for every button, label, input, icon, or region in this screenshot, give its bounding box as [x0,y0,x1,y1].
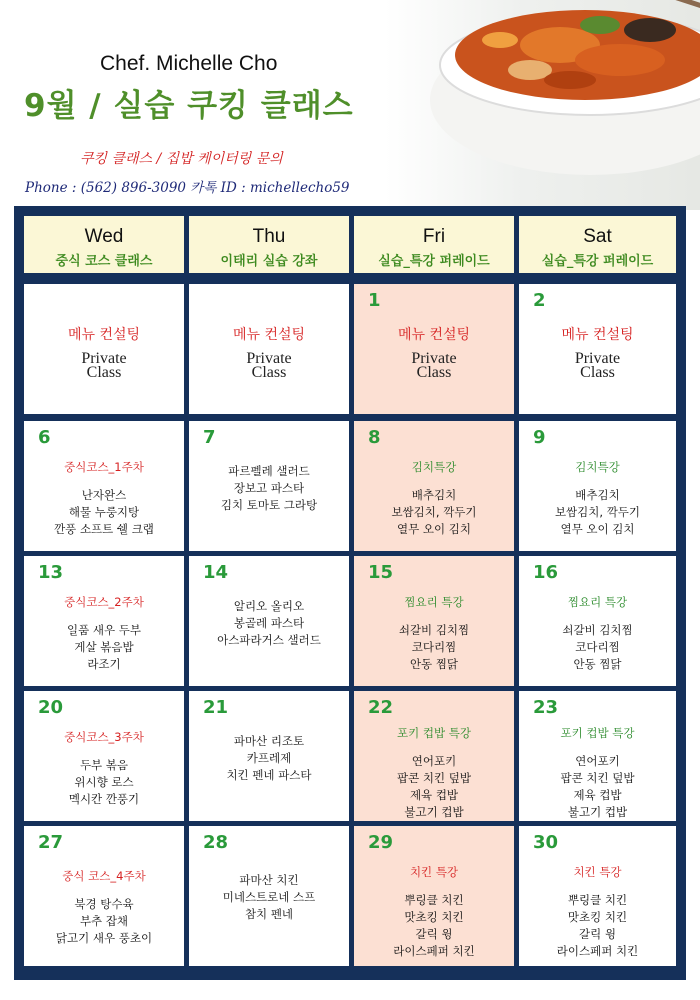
date-cell [189,421,349,551]
menu-item: 파르펠레 샐러드 [228,464,310,478]
date-cell [354,826,514,966]
menu-item: 라이스페퍼 치킨 [556,944,639,958]
menu-item: 난자완스 [81,488,127,502]
date-number: 28 [203,832,229,853]
day-name: Sat [583,226,612,247]
day-subtitle: 실습_특강 퍼레이드 [541,254,654,269]
menu-item: 참치 펜네 [244,907,294,921]
menu-item: 보쌈김치, 깍두기 [554,505,641,519]
date-cell [519,284,676,414]
class-line: Class [86,364,122,381]
date-number: 2 [533,290,546,311]
day-header-thu [189,216,349,273]
date-number: 29 [368,832,394,853]
date-number: 6 [38,427,51,448]
menu-item: 아스파라거스 샐러드 [217,633,321,647]
menu-item: 치킨 펜네 파스타 [226,768,312,782]
menu-item: 배추김치 [575,488,620,502]
menu-item: 깐풍 소프트 쉘 크랩 [54,522,154,536]
date-cell [189,284,349,414]
date-number: 15 [368,562,394,583]
menu-item: 멕시칸 깐풍기 [68,792,140,806]
date-number: 21 [203,697,229,718]
date-cell [24,826,184,966]
menu-item: 장보고 파스타 [233,481,305,495]
date-cell [24,556,184,686]
menu-item: 파마산 리조토 [233,734,305,748]
date-number: 20 [38,697,64,718]
class-line: Class [416,364,452,381]
date-number: 9 [533,427,546,448]
menu-item: 게살 볶음밥 [74,640,134,654]
class-title: 중식코스_1주차 [64,460,144,474]
chef-name: Chef. Michelle Cho [100,52,278,75]
date-number: 16 [533,562,559,583]
menu-item: 팝콘 치킨 덮밥 [397,771,471,785]
menu-item: 불고기 컵밥 [404,805,464,819]
menu-item: 갈릭 윙 [579,927,616,941]
date-number: 7 [203,427,216,448]
menu-item: 코다리찜 [575,640,620,654]
class-title: 중식코스_2주차 [64,595,144,609]
header-banner [0,0,700,210]
date-number: 22 [368,697,394,718]
date-cell [189,556,349,686]
class-line: Class [580,364,615,381]
menu-item: 불고기 컵밥 [567,805,628,819]
date-number: 30 [533,832,559,853]
menu-item: 안동 찜닭 [409,657,459,671]
date-cell [519,691,676,821]
menu-item: 북경 탕수육 [74,897,134,911]
menu-item: 봉골레 파스타 [233,616,305,630]
day-name: Fri [422,226,446,247]
class-title: 중식코스_3주차 [64,730,144,744]
class-title: 메뉴 컨설팅 [397,327,471,343]
menu-item: 갈릭 윙 [415,927,453,941]
date-number: 14 [203,562,229,583]
date-cell [189,691,349,821]
date-number: 23 [533,697,559,718]
menu-item: 맛초킹 치킨 [404,910,464,924]
date-cell [519,826,676,966]
menu-item: 일품 새우 두부 [67,623,141,637]
day-subtitle: 이태리 실습 강좌 [220,254,318,269]
class-line: Class [251,364,287,381]
class-title: 찜요리 특강 [404,595,464,609]
menu-item: 뿌링클 치킨 [404,893,464,907]
menu-item: 연어포키 [575,754,620,768]
day-subtitle: 실습_특강 퍼레이드 [378,254,490,269]
menu-item: 맛초킹 치킨 [567,910,628,924]
menu-item: 해물 누룽지탕 [68,505,140,519]
class-title: 김치특강 [575,460,620,474]
menu-item: 코다리찜 [411,640,457,654]
inquiry-text: 쿠킹 클래스 / 집밥 케이터링 문의 [80,151,283,167]
menu-item: 쇠갈비 김치찜 [398,623,470,637]
class-title: 중식 코스_4주차 [62,869,146,883]
menu-item: 열무 오이 김치 [397,522,471,536]
day-name: Thu [252,226,286,247]
day-header-sat [519,216,676,273]
date-cell [354,284,514,414]
contact-info: Phone : (562) 896-3090 카톡 ID : michellecho59 [25,180,350,196]
day-header-fri [354,216,514,273]
date-number: 27 [38,832,64,853]
class-title: 김치특강 [411,460,457,474]
date-cell [354,556,514,686]
class-title: 메뉴 컨설팅 [561,327,634,343]
date-cell [354,691,514,821]
date-cell [519,421,676,551]
menu-item: 김치 토마토 그라탕 [220,498,318,512]
menu-item: 라조기 [87,657,121,671]
date-cell [24,421,184,551]
class-title: 포키 컵밥 특강 [397,726,471,740]
class-calendar [14,206,686,980]
date-cell [354,421,514,551]
menu-item: 연어포키 [411,754,457,768]
page-title: 9월 / 실습 쿠킹 클래스 [24,88,354,124]
class-title: 메뉴 컨설팅 [67,327,141,343]
class-title: 치킨 특강 [409,865,459,879]
class-title: 메뉴 컨설팅 [232,327,306,343]
day-header-wed [24,216,184,273]
date-cell [189,826,349,966]
class-line: Private [411,350,457,367]
menu-item: 보쌈김치, 깍두기 [391,505,477,519]
menu-item: 뿌링클 치킨 [567,893,628,907]
menu-item: 쇠갈비 김치찜 [562,623,633,637]
date-number: 8 [368,427,381,448]
menu-item: 닭고기 새우 풍초이 [55,931,153,945]
menu-item: 알리오 올리오 [233,599,305,613]
date-number: 13 [38,562,64,583]
menu-item: 두부 볶음 [79,758,129,772]
day-name: Wed [84,226,124,247]
menu-item: 미네스트로네 스프 [222,890,316,904]
date-number: 1 [368,290,381,311]
class-title: 치킨 특강 [573,865,622,879]
menu-item: 카프레제 [246,751,292,765]
day-subtitle: 중식 코스 클래스 [55,254,153,269]
menu-item: 제육 컵밥 [409,788,459,802]
date-cell [24,284,184,414]
date-cell [24,691,184,821]
class-line: Private [246,350,292,367]
class-line: Private [574,350,621,367]
date-cell [519,556,676,686]
menu-item: 위시향 로스 [74,775,134,789]
menu-item: 부추 잡채 [79,914,129,928]
menu-item: 제육 컵밥 [573,788,622,802]
food-bowl-image [420,0,700,185]
class-title: 포키 컵밥 특강 [560,726,635,740]
menu-item: 배추김치 [411,488,457,502]
menu-item: 열무 오이 김치 [560,522,635,536]
menu-item: 라이스페퍼 치킨 [393,944,475,958]
menu-item: 파마산 치킨 [239,873,299,887]
class-line: Private [81,350,127,367]
menu-item: 안동 찜닭 [573,657,622,671]
menu-item: 팝콘 치킨 덮밥 [560,771,635,785]
class-title: 찜요리 특강 [567,595,628,609]
